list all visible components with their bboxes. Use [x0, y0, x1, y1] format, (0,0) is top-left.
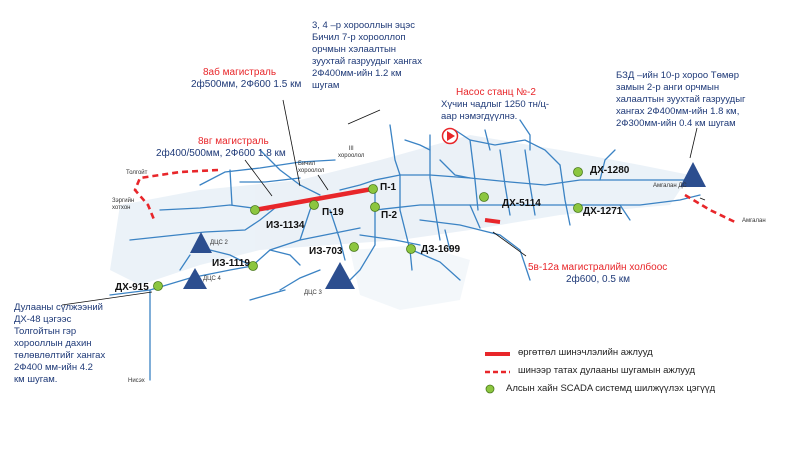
node-p1: П-1 [380, 182, 397, 193]
mag-5v12a-detail: 2ф600, 0.5 км [566, 274, 630, 285]
place-dts2: ДЦС 2 [210, 240, 228, 246]
node-p2: П-2 [381, 210, 398, 221]
node-iz1119: ИЗ-1119 [212, 258, 250, 269]
node-p19: П-19 [322, 207, 344, 218]
node-dkh5114: ДХ-5114 [502, 198, 541, 209]
place-nisekh: Нисэх [128, 378, 145, 384]
node-dkh915: ДХ-915 [115, 282, 149, 293]
scada-point-p1 [369, 185, 378, 194]
node-dkh1280: ДХ-1280 [590, 165, 630, 176]
place-bichil: Бичил хороолол [298, 161, 325, 174]
mag-8vg-title: 8вг магистраль [198, 136, 269, 147]
amgalan-new-line [685, 195, 735, 222]
place-dts4: ДЦС 4 [203, 276, 221, 282]
legend-scada-point [486, 385, 494, 393]
legend-item-new-line: шинээр татах дулааны шугамын ажлууд [518, 365, 696, 376]
scada-point-dkh1271 [574, 204, 583, 213]
scada-point-iz703 [350, 243, 359, 252]
mag-8vg-detail: 2ф400/500мм, 2Ф600 1.8 км [156, 148, 286, 159]
scada-point-dkh5114 [480, 193, 489, 202]
dts3-triangle [325, 262, 355, 289]
node-dkh1271: ДХ-1271 [583, 206, 623, 217]
mag-5v12a-title: 5в-12а магистралийн холбоос [528, 262, 668, 273]
scada-point-p19 [310, 201, 319, 210]
place-tolgoit: Толгойт [126, 170, 148, 176]
magistral-5v12a-line [485, 220, 500, 222]
pump-station-detail: Хүчин чадлыг 1250 тн/ц- аар нэмэгдүүлнэ. [441, 99, 550, 122]
mag-8ab-detail: 2ф500мм, 2Ф600 1.5 км [191, 79, 302, 90]
scada-point-p2 [371, 203, 380, 212]
node-iz703: ИЗ-703 [309, 246, 343, 257]
pump-station-icon [443, 129, 458, 144]
dulaan-note: Дулааны сүлжээний ДХ-48 цэгээс Толгойтын гэр хорооллын дахин төлөвлөлтийг хангах 2Ф400 мм-ийн 4.2 км шугам. [14, 302, 106, 385]
scada-point-dz1699 [407, 245, 416, 254]
place-dts3: ДЦС 3 [304, 290, 322, 296]
node-dz1699: ДЗ-1699 [421, 244, 461, 255]
place-zurgiin: Зэргийн хотхон [112, 198, 135, 211]
node-iz1134: ИЗ-1134 [266, 220, 305, 231]
mag-8ab-title: 8аб магистраль [203, 67, 277, 78]
scada-point-dkh915 [154, 282, 163, 291]
scada-point-dkh1280 [574, 168, 583, 177]
place-amgalan: Амгалан [742, 218, 766, 224]
bzd-note: БЗД –ийн 10-р хороо Төмөр замын 2-р анги орчмын халаалтын зуухтай газруудыг хангах 2Ф400мм-ийн 1.8 км, 2Ф300мм-ийн 0.4 км шугам [616, 70, 746, 129]
place-amgalan-ds: Амгалан ДС [653, 183, 687, 189]
khoroo-34-note: 3, 4 –р хорооллын эцэс Бичил 7-р хорооллоп орчмын хэлаалтын зуухтай газруудыг хангах 2Ф400мм-ийн 1.2 км шугам [312, 20, 422, 91]
legend-item-extension: өргөтгөл шинэчлэлийн ажлууд [518, 347, 653, 358]
scada-point-iz1134 [251, 206, 260, 215]
place-khoroo-3: III хороолол [338, 146, 365, 159]
legend-item-scada: Алсын хайн SCADA системд шилжүүлэх цэгүүд [506, 383, 716, 394]
pump-station-title: Насос станц №-2 [456, 87, 536, 98]
